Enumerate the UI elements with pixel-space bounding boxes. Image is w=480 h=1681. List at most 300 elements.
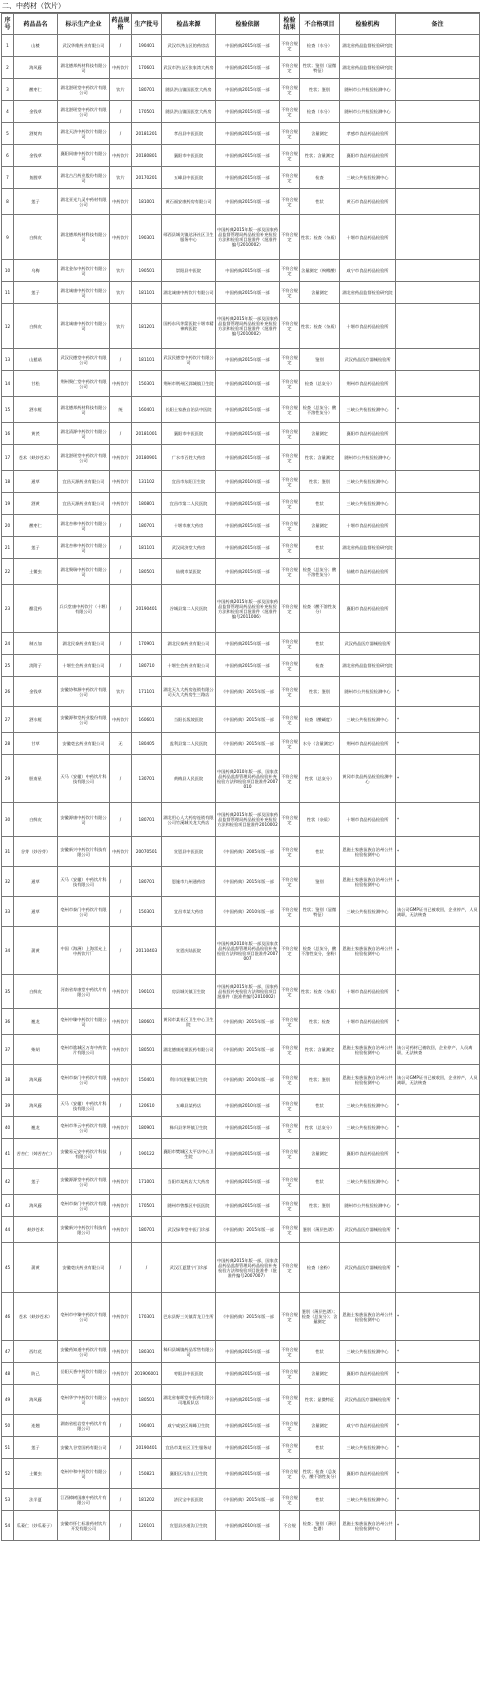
cell-spec: 无 bbox=[110, 733, 132, 755]
cell-seq: 43 bbox=[2, 1195, 14, 1217]
cell-agency: 黄冈市食品药品检验检测中心 bbox=[340, 755, 396, 803]
cell-drug-name: 酸枣仁 bbox=[14, 79, 58, 101]
cell-batch: 180710 bbox=[132, 655, 162, 677]
cell-seq: 53 bbox=[2, 1489, 14, 1511]
cell-batch: 150821 bbox=[132, 1459, 162, 1489]
cell-manufacturer: 湖北天济中药饮片有限公司 bbox=[58, 123, 110, 145]
cell-result: 不符合规定 bbox=[280, 515, 300, 537]
cell-seq: 22 bbox=[2, 559, 14, 585]
cell-manufacturer: 亳州市华云中药饮片有限公司 bbox=[58, 1117, 110, 1139]
cell-remark: * bbox=[396, 1139, 480, 1169]
cell-spec: / bbox=[110, 349, 132, 371]
cell-manufacturer: 安徽新兴中药饮片科技有限公司 bbox=[58, 1217, 110, 1243]
cell-spec: / bbox=[110, 1511, 132, 1541]
cell-remark: * bbox=[396, 1217, 480, 1243]
cell-batch: 120610 bbox=[132, 1095, 162, 1117]
cell-manufacturer: 安徽九谷堂国药有限公司 bbox=[58, 1437, 110, 1459]
cell-batch: 160601 bbox=[132, 707, 162, 733]
cell-result: 不符合规定 bbox=[280, 1035, 300, 1065]
header-source: 检品来源 bbox=[162, 14, 216, 35]
cell-agency: 湖北省药品监督检验研究院 bbox=[340, 282, 396, 304]
table-row bbox=[2, 304, 480, 349]
cell-seq: 32 bbox=[2, 867, 14, 897]
cell-remark bbox=[396, 123, 480, 145]
cell-source: 湖北省春晖堂中医药有限公司地质队店 bbox=[162, 1385, 216, 1415]
cell-seq: 30 bbox=[2, 803, 14, 837]
cell-seq: 1 bbox=[2, 35, 14, 57]
cell-agency: 恩施土家族苗族自治州公共检验检测中心 bbox=[340, 1065, 396, 1095]
cell-manufacturer: 安徽协和源中药饮片有限公司 bbox=[58, 677, 110, 707]
cell-source: 湖北天九大药房连锁有限公司天九大药房生三路店 bbox=[162, 677, 216, 707]
cell-spec: / bbox=[110, 585, 132, 633]
table-row bbox=[2, 57, 480, 79]
cell-result: 不符合规定 bbox=[280, 1415, 300, 1437]
cell-basis: 中国药典2015年版一部 bbox=[216, 1385, 280, 1415]
table-row bbox=[2, 371, 480, 397]
cell-source: 当阳长坂坡医院 bbox=[162, 707, 216, 733]
cell-source: 荆州市荆州区郢城镇卫生院 bbox=[162, 371, 216, 397]
table-row bbox=[2, 423, 480, 445]
cell-seq: 28 bbox=[2, 733, 14, 755]
cell-basis: 中国药典2015年版一部 bbox=[216, 260, 280, 282]
cell-manufacturer: 安徽源和堂药业股份有限公司 bbox=[58, 707, 110, 733]
cell-batch: 181201 bbox=[132, 304, 162, 349]
cell-basis: 中国药典2015年版一部 bbox=[216, 493, 280, 515]
cell-failed-item: 性状；检查（总灰分，酸不溶性灰分） bbox=[300, 1459, 340, 1489]
cell-source: 湖北民泰药业有限公司 bbox=[162, 633, 216, 655]
cell-manufacturer: 宜昌天源药业有限公司 bbox=[58, 471, 110, 493]
cell-drug-name: 土鳖虫 bbox=[14, 1459, 58, 1489]
cell-seq: 14 bbox=[2, 371, 14, 397]
cell-seq: 3 bbox=[2, 79, 14, 101]
cell-seq: 37 bbox=[2, 1035, 14, 1065]
cell-result: 不符合规定 bbox=[280, 1489, 300, 1511]
cell-source: 郧西县城关镇达泽社区卫生服务中心 bbox=[162, 215, 216, 260]
cell-remark: * bbox=[396, 975, 480, 1009]
cell-drug-name: 莲子 bbox=[14, 189, 58, 215]
cell-manufacturer: 亳州市谯城区万寿中药饮片有限公司 bbox=[58, 1035, 110, 1065]
cell-spec: 饮片 bbox=[110, 677, 132, 707]
cell-seq: 23 bbox=[2, 585, 14, 633]
cell-agency: 湖北省药品监督检验研究院 bbox=[340, 35, 396, 57]
cell-spec: 中药饮片 bbox=[110, 1035, 132, 1065]
cell-drug-name: 海风藤 bbox=[14, 1095, 58, 1117]
cell-result: 不符合规定 bbox=[280, 145, 300, 167]
cell-result: 不符合规定 bbox=[280, 755, 300, 803]
cell-batch: 190401 bbox=[132, 1415, 162, 1437]
cell-manufacturer: 湖北杏林中药饮片有限公司 bbox=[58, 515, 110, 537]
cell-source: 襄阳区冯汝山卫生院 bbox=[162, 1459, 216, 1489]
cell-source: 秭归县茅坪镇卫生院 bbox=[162, 1117, 216, 1139]
cell-failed-item: 检查；鉴别（薄层色谱） bbox=[300, 1511, 340, 1541]
cell-result: 不合规 bbox=[280, 1511, 300, 1541]
cell-drug-name: 山慈菇 bbox=[14, 349, 58, 371]
cell-source: 宜昌市第二人民医院 bbox=[162, 493, 216, 515]
cell-spec: / bbox=[110, 755, 132, 803]
cell-failed-item: 检查（金粉） bbox=[300, 1243, 340, 1293]
cell-batch: / bbox=[132, 1243, 162, 1293]
cell-drug-name: 瓜蒌仁（炒瓜蒌子） bbox=[14, 1511, 58, 1541]
cell-remark bbox=[396, 371, 480, 397]
cell-remark bbox=[396, 101, 480, 123]
cell-drug-name: 甘松 bbox=[14, 371, 58, 397]
cell-agency: 三峡公共检验检测中心 bbox=[340, 1341, 396, 1363]
cell-agency: 随州市公共检验检测中心 bbox=[340, 101, 396, 123]
cell-drug-name: 蒲黄 bbox=[14, 1243, 58, 1293]
cell-remark bbox=[396, 493, 480, 515]
cell-remark: 该公司GMP证书已被收回，企业停产，人员离职，无法核查 bbox=[396, 897, 480, 927]
cell-agency: 十堰市食品药品检验所 bbox=[340, 215, 396, 260]
cell-spec: 中药饮片 bbox=[110, 145, 132, 167]
cell-batch: 20180901 bbox=[132, 445, 162, 471]
cell-remark: * bbox=[396, 1363, 480, 1385]
cell-basis: 中国药典2015年版一部 bbox=[216, 35, 280, 57]
table-row bbox=[2, 1009, 480, 1035]
cell-remark: * bbox=[396, 1415, 480, 1437]
cell-spec: 饮片 bbox=[110, 167, 132, 189]
cell-agency: 湖北省药品监督检验研究院 bbox=[340, 57, 396, 79]
cell-agency: 咸宁市食品药品检验所 bbox=[340, 260, 396, 282]
cell-basis: 中国药典2015年版一部 bbox=[216, 1169, 280, 1195]
cell-drug-name: 黄芪 bbox=[14, 423, 58, 445]
cell-remark bbox=[396, 471, 480, 493]
cell-manufacturer: 兵兵堂康中药饮片（十堰）有限公司 bbox=[58, 585, 110, 633]
table-row bbox=[2, 633, 480, 655]
cell-remark bbox=[396, 633, 480, 655]
cell-source: 房县城关镇卫生院 bbox=[162, 975, 216, 1009]
cell-spec: 中药饮片 bbox=[110, 1385, 132, 1415]
cell-batch: 170501 bbox=[132, 1195, 162, 1217]
table-row bbox=[2, 559, 480, 585]
cell-agency: 襄阳市食品药品检验所 bbox=[340, 423, 396, 445]
cell-basis: 《中国药典》2015年版一部 bbox=[216, 1009, 280, 1035]
cell-drug-name: 连翘 bbox=[14, 1415, 58, 1437]
table-row bbox=[2, 1169, 480, 1195]
cell-source: 十堰生会药业有限公司 bbox=[162, 655, 216, 677]
cell-failed-item: 含量测定（枸橼酸） bbox=[300, 260, 340, 282]
cell-drug-name: 海风藤 bbox=[14, 1385, 58, 1415]
cell-seq: 5 bbox=[2, 123, 14, 145]
cell-result: 不符合规定 bbox=[280, 35, 300, 57]
cell-batch: 180801 bbox=[132, 493, 162, 515]
cell-manufacturer: 安徽亳玄药业有限公司 bbox=[58, 733, 110, 755]
cell-batch: 170601 bbox=[132, 57, 162, 79]
cell-result: 不符合规定 bbox=[280, 537, 300, 559]
cell-failed-item: 检查（酸碱度） bbox=[300, 707, 340, 733]
cell-batch: 190401 bbox=[132, 35, 162, 57]
cell-spec: / bbox=[110, 1243, 132, 1293]
cell-remark bbox=[396, 79, 480, 101]
cell-result: 不符合规定 bbox=[280, 837, 300, 867]
cell-basis: 中国药典2015年版一部 bbox=[216, 397, 280, 423]
cell-drug-name: 麸炒苍术 bbox=[14, 1217, 58, 1243]
cell-source: 十堰市康大药房 bbox=[162, 515, 216, 537]
cell-drug-name: 通草 bbox=[14, 471, 58, 493]
cell-failed-item: 性状（杂质） bbox=[300, 803, 340, 837]
cell-source: 黄冈市某社区卫生中心卫生院 bbox=[162, 1009, 216, 1035]
cell-source: 宣恩县中医医院 bbox=[162, 837, 216, 867]
cell-result: 不符合规定 bbox=[280, 1139, 300, 1169]
cell-agency: 武汉药品医疗器械检验所 bbox=[340, 633, 396, 655]
cell-drug-name: 莲子 bbox=[14, 1437, 58, 1459]
cell-drug-name: 白鲜皮 bbox=[14, 215, 58, 260]
cell-basis: 《中国药典》2015年版一部 bbox=[216, 1217, 280, 1243]
cell-agency: 荆州市食品药品检验所 bbox=[340, 733, 396, 755]
cell-drug-name: 淡附子 bbox=[14, 655, 58, 677]
cell-drug-name: 甘草 bbox=[14, 733, 58, 755]
cell-failed-item: 含量测定 bbox=[300, 1415, 340, 1437]
cell-drug-name: 莲子 bbox=[14, 282, 58, 304]
cell-failed-item: 含量测定 bbox=[300, 423, 340, 445]
table-row bbox=[2, 1117, 480, 1139]
cell-failed-item: 性状；检查（杂质） bbox=[300, 215, 340, 260]
cell-failed-item: 性状；显微特征 bbox=[300, 1385, 340, 1415]
header-seq: 序号 bbox=[2, 14, 14, 35]
cell-seq: 26 bbox=[2, 677, 14, 707]
cell-manufacturer: 安徽亳庆药业有限公司 bbox=[58, 1243, 110, 1293]
cell-failed-item: 鉴别 bbox=[300, 349, 340, 371]
cell-drug-name: 法半夏 bbox=[14, 1489, 58, 1511]
cell-remark: * bbox=[396, 733, 480, 755]
cell-spec: 中药饮片 bbox=[110, 371, 132, 397]
table-row bbox=[2, 1415, 480, 1437]
cell-result: 不符合规定 bbox=[280, 559, 300, 585]
cell-result: 不符合规定 bbox=[280, 371, 300, 397]
cell-agency: 三峡公共检验检测中心 bbox=[340, 493, 396, 515]
cell-seq: 16 bbox=[2, 423, 14, 445]
header-failed-item: 不合格项目 bbox=[300, 14, 340, 35]
cell-result: 不符合规定 bbox=[280, 304, 300, 349]
cell-result: 不符合规定 bbox=[280, 633, 300, 655]
cell-batch: 20190401 bbox=[132, 1437, 162, 1459]
cell-seq: 51 bbox=[2, 1437, 14, 1459]
cell-manufacturer: 亳州市中臻中药饮片有限公司 bbox=[58, 1293, 110, 1341]
cell-batch: 20070501 bbox=[132, 837, 162, 867]
cell-failed-item: 性状；鉴别 bbox=[300, 1065, 340, 1095]
cell-spec: 中药饮片 bbox=[110, 1169, 132, 1195]
cell-remark: * bbox=[396, 803, 480, 837]
cell-batch: 180701 bbox=[132, 515, 162, 537]
table-row bbox=[2, 707, 480, 733]
cell-agency: 恩施土家族苗族自治州公共检验检测中心 bbox=[340, 927, 396, 975]
cell-source: 宣恩庆陆医院 bbox=[162, 927, 216, 975]
cell-agency: 荆州市食品药品检验所 bbox=[340, 371, 396, 397]
cell-manufacturer: 武汉民德堂中药饮片有限公司 bbox=[58, 349, 110, 371]
cell-result: 不符合规定 bbox=[280, 1243, 300, 1293]
cell-spec: 统 bbox=[110, 397, 132, 423]
cell-batch: 150301 bbox=[132, 897, 162, 927]
cell-drug-name: 土鳖虫 bbox=[14, 559, 58, 585]
cell-remark: * bbox=[396, 1195, 480, 1217]
cell-drug-name: 蒲黄 bbox=[14, 927, 58, 975]
cell-source: 黄梅县人民医院 bbox=[162, 755, 216, 803]
cell-batch: 150301 bbox=[132, 371, 162, 397]
table-row bbox=[2, 79, 480, 101]
table-row bbox=[2, 515, 480, 537]
table-row bbox=[2, 1065, 480, 1095]
cell-failed-item: 性状；含量测定 bbox=[300, 145, 340, 167]
cell-source: 黄石福安康药房有限公司 bbox=[162, 189, 216, 215]
cell-manufacturer: 安徽市怀仁标准药材饮片开发有限公司 bbox=[58, 1511, 110, 1541]
cell-result: 不符合规定 bbox=[280, 677, 300, 707]
cell-agency: 十堰市食品药品检验所 bbox=[340, 975, 396, 1009]
cell-remark: * bbox=[396, 1243, 480, 1293]
cell-manufacturer: 河南省寿康堂中药饮片有限公司 bbox=[58, 975, 110, 1009]
cell-result: 不符合规定 bbox=[280, 260, 300, 282]
table-row bbox=[2, 975, 480, 1009]
cell-agency: 三峡公共检验检测中心 bbox=[340, 1117, 396, 1139]
cell-result: 不符合规定 bbox=[280, 1217, 300, 1243]
cell-agency: 恩施土家族苗族自治州公共检验检测中心 bbox=[340, 837, 396, 867]
cell-source: 宜昌市某社区卫生服务站 bbox=[162, 1437, 216, 1459]
cell-batch: 181101 bbox=[132, 282, 162, 304]
cell-failed-item: 性状（总灰分） bbox=[300, 755, 340, 803]
cell-source: 宜昌市某大药房 bbox=[162, 897, 216, 927]
cell-failed-item: 检查（水分） bbox=[300, 101, 340, 123]
cell-drug-name: 乌梅 bbox=[14, 260, 58, 282]
cell-spec: 中药饮片 bbox=[110, 1363, 132, 1385]
cell-failed-item: 性状；鉴别 bbox=[300, 677, 340, 707]
cell-seq: 45 bbox=[2, 1243, 14, 1293]
cell-basis: 中国药典2015年版一部 bbox=[216, 537, 280, 559]
cell-result: 不符合规定 bbox=[280, 707, 300, 733]
cell-spec: 饮片 bbox=[110, 304, 132, 349]
cell-source: 秭归县城镇药品零售有限公司 bbox=[162, 1341, 216, 1363]
cell-agency: 襄阳市食品药品检验所 bbox=[340, 1459, 396, 1489]
cell-failed-item: 性状；检查（杂质） bbox=[300, 975, 340, 1009]
cell-failed-item: 性状 bbox=[300, 1095, 340, 1117]
cell-agency: 武汉药品医疗器械检验所 bbox=[340, 1217, 396, 1243]
cell-seq: 40 bbox=[2, 1117, 14, 1139]
cell-remark: * bbox=[396, 1009, 480, 1035]
cell-spec: / bbox=[110, 101, 132, 123]
cell-drug-name: 醋没药 bbox=[14, 585, 58, 633]
cell-manufacturer: 湖北诚康中药饮片有限公司 bbox=[58, 282, 110, 304]
cell-drug-name: 西红花 bbox=[14, 1341, 58, 1363]
cell-basis: 中国药典2010年版一部 bbox=[216, 471, 280, 493]
cell-remark: * bbox=[396, 755, 480, 803]
cell-agency: 黄石市食品药品检验所 bbox=[340, 189, 396, 215]
cell-basis: 中国药典2010年版一部及国家食品药品监督管理局药品检验补充检验方法和检验项目批准件2007007 bbox=[216, 927, 280, 975]
cell-failed-item: 性状（总灰分） bbox=[300, 1117, 340, 1139]
cell-batch: 190501 bbox=[132, 260, 162, 282]
cell-drug-name: 翘龙 bbox=[14, 1009, 58, 1035]
cell-manufacturer: 湖北诚康中药饮片有限公司 bbox=[58, 304, 110, 349]
cell-seq: 52 bbox=[2, 1459, 14, 1489]
cell-seq: 8 bbox=[2, 189, 14, 215]
cell-seq: 25 bbox=[2, 655, 14, 677]
cell-result: 不符合规定 bbox=[280, 897, 300, 927]
cell-source: 襄阳市中医医院 bbox=[162, 145, 216, 167]
cell-manufacturer: 湖北德邦药材科技有限公司 bbox=[58, 397, 110, 423]
cell-failed-item: 含量测定 bbox=[300, 515, 340, 537]
cell-failed-item: 检查 bbox=[300, 167, 340, 189]
table-row bbox=[2, 1489, 480, 1511]
cell-seq: 12 bbox=[2, 304, 14, 349]
table-row bbox=[2, 471, 480, 493]
table-row bbox=[2, 677, 480, 707]
cell-batch: 180501 bbox=[132, 1385, 162, 1415]
cell-source: 宣恩县沙道沟卫生院 bbox=[162, 1511, 216, 1541]
cell-basis: 中国药典2015年版一部及国家药品监督管理局药品检验补充检验方法和检验项目批准件（批准件编号2010002） bbox=[216, 304, 280, 349]
cell-remark: * bbox=[396, 1341, 480, 1363]
cell-batch: 170901 bbox=[132, 633, 162, 655]
table-row bbox=[2, 1243, 480, 1293]
cell-failed-item: 水分（含量测定） bbox=[300, 733, 340, 755]
cell-agency: 三峡公共检验检测中心 bbox=[340, 1095, 396, 1117]
cell-remark: * bbox=[396, 1459, 480, 1489]
cell-seq: 10 bbox=[2, 260, 14, 282]
cell-agency: 三峡公共检验检测中心 bbox=[340, 1437, 396, 1459]
cell-agency: 襄阳市食品药品检验所 bbox=[340, 1363, 396, 1385]
cell-manufacturer: 湖北德邦药材科技有限公司 bbox=[58, 215, 110, 260]
cell-drug-name: 白鲜皮 bbox=[14, 975, 58, 1009]
cell-agency: 十堰市食品药品检验所 bbox=[340, 304, 396, 349]
cell-manufacturer: 安徽源源堂中药饮片有限公司 bbox=[58, 1169, 110, 1195]
cell-result: 不符合规定 bbox=[280, 123, 300, 145]
table-row bbox=[2, 35, 480, 57]
header-spec: 药品规格 bbox=[110, 14, 132, 35]
cell-source: 孝昌县中医医院 bbox=[162, 123, 216, 145]
cell-seq: 35 bbox=[2, 975, 14, 1009]
cell-result: 不符合规定 bbox=[280, 975, 300, 1009]
cell-seq: 34 bbox=[2, 927, 14, 975]
table-row bbox=[2, 349, 480, 371]
cell-remark bbox=[396, 304, 480, 349]
cell-basis: 中国药典2015年版一部 bbox=[216, 1415, 280, 1437]
cell-remark: * bbox=[396, 1489, 480, 1511]
cell-seq: 15 bbox=[2, 397, 14, 423]
cell-batch: 180601 bbox=[132, 1009, 162, 1035]
cell-failed-item: 检查（总灰分，酸不溶性灰分，金粉） bbox=[300, 927, 340, 975]
cell-manufacturer: 湖北湛瑶堂中药饮片有限公司 bbox=[58, 445, 110, 471]
cell-spec: / bbox=[110, 897, 132, 927]
cell-agency: 恩施土家族苗族自治州公共检验检测中心 bbox=[340, 1035, 396, 1065]
cell-batch: 180701 bbox=[132, 79, 162, 101]
cell-batch: 180701 bbox=[132, 1217, 162, 1243]
header-drug-name: 药品品名 bbox=[14, 14, 58, 35]
cell-source: 谷城县第二人民医院 bbox=[162, 585, 216, 633]
cell-basis: 中国药典2010年版一部 bbox=[216, 1511, 280, 1541]
cell-spec: 中药饮片 bbox=[110, 1341, 132, 1363]
cell-failed-item: 检查（酸不溶性灰分） bbox=[300, 585, 340, 633]
cell-failed-item: 性状 bbox=[300, 1489, 340, 1511]
cell-seq: 48 bbox=[2, 1363, 14, 1385]
cell-result: 不符合规定 bbox=[280, 1095, 300, 1117]
cell-source: 巴东县野三关镇青龙卫生所 bbox=[162, 1293, 216, 1341]
table-row bbox=[2, 897, 480, 927]
cell-agency: 孝感市食品药品检验所 bbox=[340, 123, 396, 145]
cell-spec: / bbox=[110, 537, 132, 559]
cell-drug-name: 酸枣仁 bbox=[14, 515, 58, 537]
cell-result: 不符合规定 bbox=[280, 101, 300, 123]
cell-spec: 中药饮片 bbox=[110, 1293, 132, 1341]
cell-agency: 随州市公共检验检测中心 bbox=[340, 79, 396, 101]
cell-result: 不符合规定 bbox=[280, 349, 300, 371]
cell-failed-item: 性状 bbox=[300, 189, 340, 215]
table-row bbox=[2, 1511, 480, 1541]
cell-remark bbox=[396, 445, 480, 471]
cell-drug-name: 谷芽（炒谷芽） bbox=[14, 837, 58, 867]
cell-result: 不符合规定 bbox=[280, 79, 300, 101]
cell-agency: 襄阳市食品药品检验所 bbox=[340, 585, 396, 633]
cell-batch: 20190401 bbox=[132, 585, 162, 633]
cell-remark bbox=[396, 423, 480, 445]
cell-batch: 180501 bbox=[132, 559, 162, 585]
cell-seq: 49 bbox=[2, 1385, 14, 1415]
cell-agency: 襄阳市食品药品检验所 bbox=[340, 145, 396, 167]
cell-agency: 三峡公共检验检测中心 bbox=[340, 897, 396, 927]
